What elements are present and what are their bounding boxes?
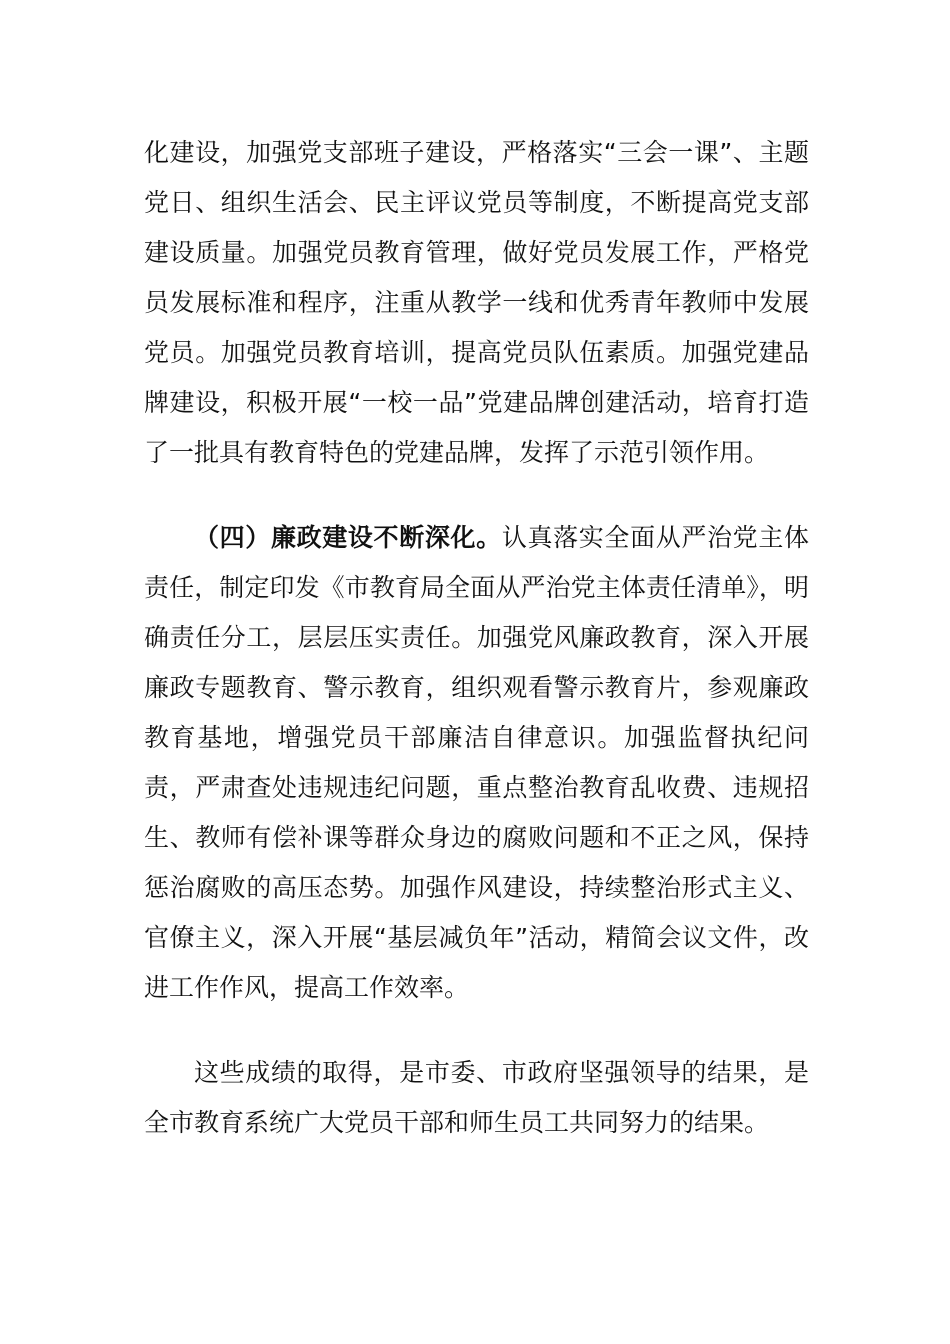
paragraph-party-building: 化建设，加强党支部班子建设，严格落实“三会一课”、主题党日、组织生活会、民主评议党员等制度，不断提高党支部建设质量。加强党员教育管理，做好党员发展工作，严格党员发展标准和程序，注重从教学一线和优秀青年教师中发展党员。加强党员教育培训，提高党员队伍素质。加强党建品牌建设，积极开展“一校一品”党建品牌创建活动，培育打造了一批具有教育特色的党建品牌，发挥了示范引领作用。 (144, 138, 809, 467)
section-heading-integrity: （四）廉政建设不断深化。 (194, 523, 502, 552)
paragraph-integrity-building (144, 513, 809, 1013)
paragraph-integrity-body: 认真落实全面从严治党主体责任，制定印发《市教育局全面从严治党主体责任清单》，明确责任分工，层层压实责任。加强党风廉政教育，深入开展廉政专题教育、警示教育，组织观看警示教育片，参观廉政教育基地，增强党员干部廉洁自律意识。加强监督执纪问责，严肃查处违规违纪问题，重点整治教育乱收费、违规招生、教师有偿补课等群众身边的腐败问题和不正之风，保持惩治腐败的高压态势。加强作风建设，持续整治形式主义、官僚主义，深入开展“基层减负年”活动，精简会议文件，改进工作作风，提高工作效率。 (144, 523, 809, 1002)
document-page (144, 128, 809, 1148)
paragraph-conclusion: 这些成绩的取得，是市委、市政府坚强领导的结果，是全市教育系统广大党员干部和师生员工共同努力的结果。 (144, 1058, 809, 1137)
